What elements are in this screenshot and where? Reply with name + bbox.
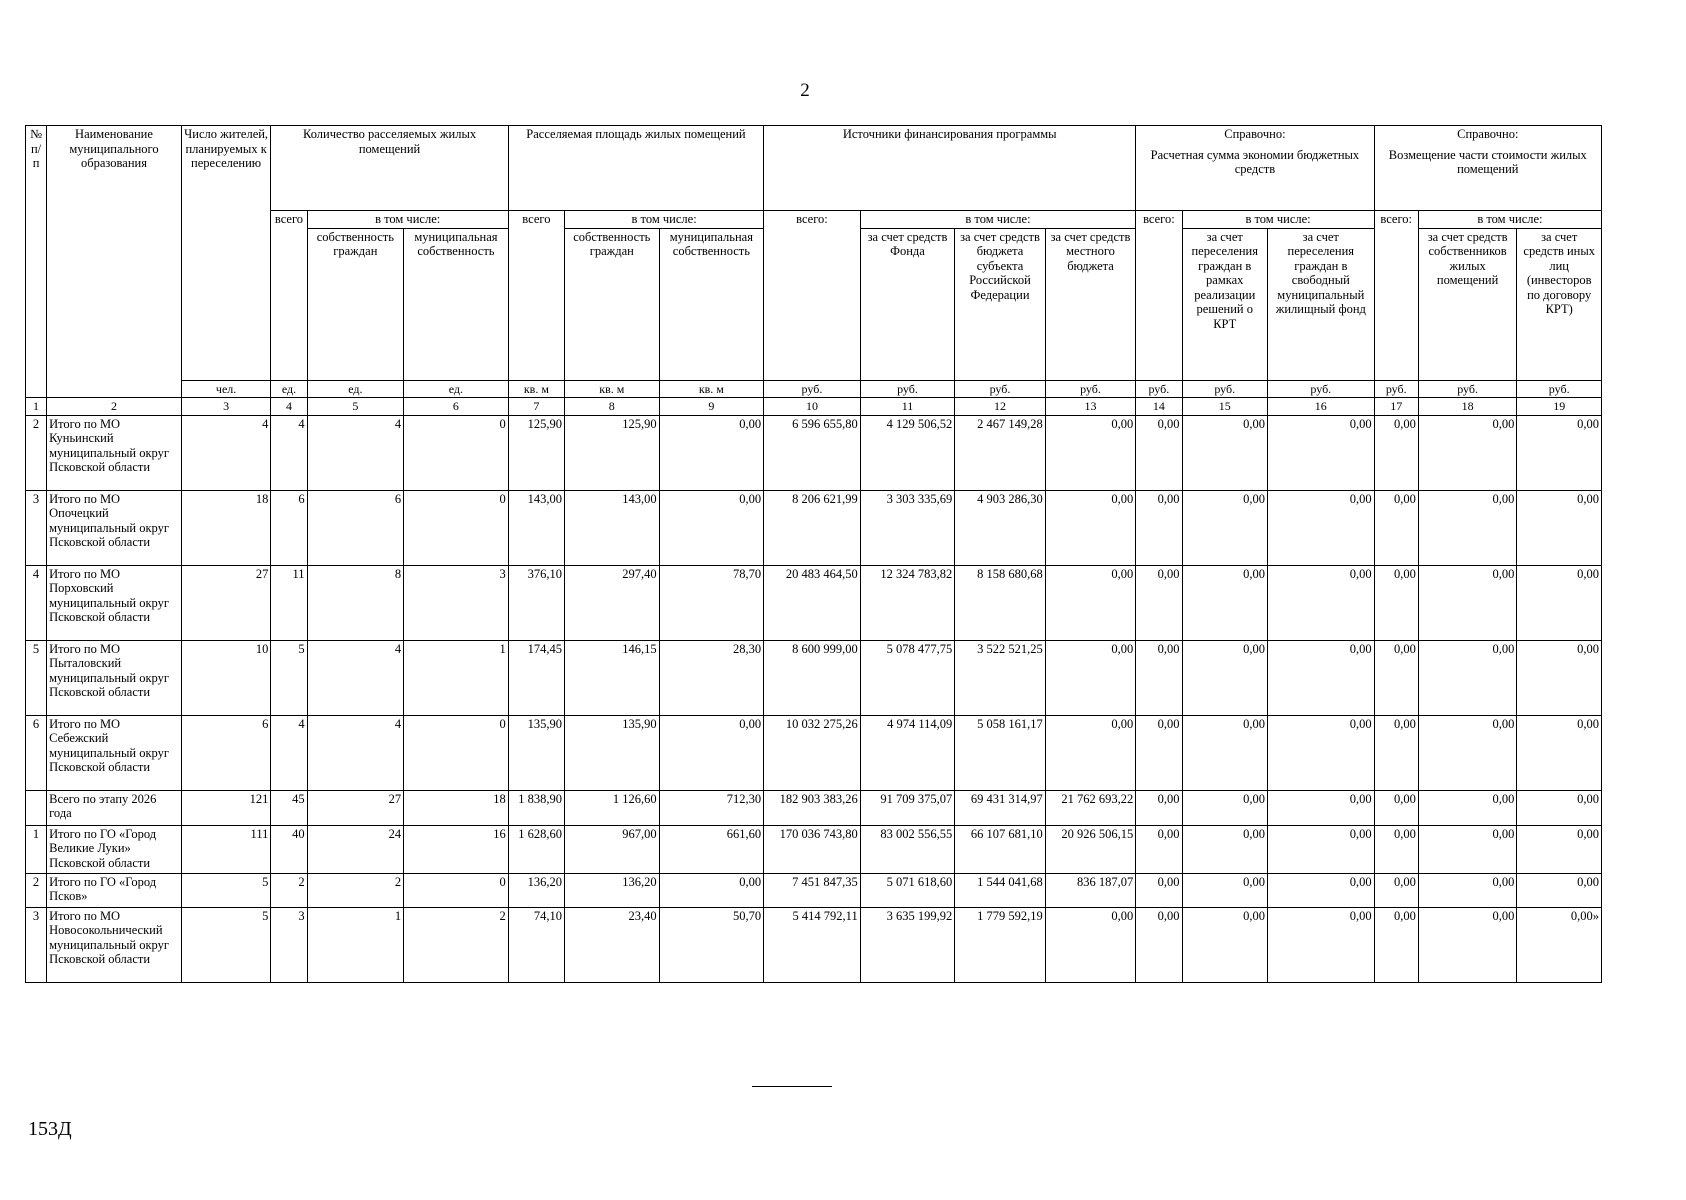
value-cell: 0,00 bbox=[1517, 415, 1602, 490]
value-cell: 8 bbox=[307, 565, 404, 640]
value-cell: 3 522 521,25 bbox=[955, 640, 1046, 715]
value-cell: 2 bbox=[307, 873, 404, 907]
unit-cell: руб. bbox=[1045, 380, 1136, 398]
municipality-name: Всего по этапу 2026 года bbox=[47, 790, 182, 825]
value-cell: 0,00 bbox=[1136, 490, 1182, 565]
column-number-cell: 4 bbox=[271, 398, 307, 416]
unit-cell: ед. bbox=[404, 380, 509, 398]
value-cell: 78,70 bbox=[659, 565, 764, 640]
value-cell: 0,00 bbox=[1045, 565, 1136, 640]
header-economy-sub: Расчетная сумма экономии бюджетных средств bbox=[1150, 147, 1360, 176]
value-cell: 0,00 bbox=[1418, 825, 1517, 873]
value-cell: 11 bbox=[271, 565, 307, 640]
unit-cell: руб. bbox=[1517, 380, 1602, 398]
value-cell: 5 414 792,11 bbox=[764, 907, 861, 982]
header-num: № п/п bbox=[26, 126, 47, 398]
value-cell: 5 071 618,60 bbox=[860, 873, 955, 907]
value-cell: 5 bbox=[181, 907, 271, 982]
header-sources-incl: в том числе: bbox=[860, 211, 1136, 229]
value-cell: 0,00 bbox=[1136, 415, 1182, 490]
value-cell: 376,10 bbox=[508, 565, 564, 640]
value-cell: 4 bbox=[307, 415, 404, 490]
value-cell: 0 bbox=[404, 415, 509, 490]
value-cell: 111 bbox=[181, 825, 271, 873]
unit-cell: руб. bbox=[1182, 380, 1267, 398]
value-cell: 0,00 bbox=[1182, 873, 1267, 907]
value-cell: 69 431 314,97 bbox=[955, 790, 1046, 825]
value-cell: 0,00» bbox=[1517, 907, 1602, 982]
value-cell: 0,00 bbox=[1374, 873, 1418, 907]
value-cell: 83 002 556,55 bbox=[860, 825, 955, 873]
value-cell: 7 451 847,35 bbox=[764, 873, 861, 907]
value-cell: 0,00 bbox=[1045, 907, 1136, 982]
row-number: 4 bbox=[26, 565, 47, 640]
value-cell: 4 bbox=[271, 415, 307, 490]
value-cell: 0,00 bbox=[1418, 790, 1517, 825]
value-cell: 712,30 bbox=[659, 790, 764, 825]
value-cell: 125,90 bbox=[565, 415, 660, 490]
value-cell: 28,30 bbox=[659, 640, 764, 715]
table-row bbox=[26, 790, 1602, 825]
row-number: 6 bbox=[26, 715, 47, 790]
value-cell: 6 bbox=[271, 490, 307, 565]
header-area: Расселяемая площадь жилых помещений bbox=[508, 126, 763, 211]
table-body bbox=[26, 415, 1602, 982]
value-cell: 0,00 bbox=[1517, 825, 1602, 873]
value-cell: 0 bbox=[404, 715, 509, 790]
value-cell: 0,00 bbox=[1136, 790, 1182, 825]
value-cell: 8 600 999,00 bbox=[764, 640, 861, 715]
unit-cell: кв. м bbox=[508, 380, 564, 398]
value-cell: 0,00 bbox=[1374, 415, 1418, 490]
value-cell: 0 bbox=[404, 873, 509, 907]
value-cell: 20 483 464,50 bbox=[764, 565, 861, 640]
row-number: 2 bbox=[26, 415, 47, 490]
value-cell: 0,00 bbox=[1418, 415, 1517, 490]
column-number-cell: 6 bbox=[404, 398, 509, 416]
unit-cell: руб. bbox=[1418, 380, 1517, 398]
value-cell: 18 bbox=[404, 790, 509, 825]
unit-cell: кв. м bbox=[659, 380, 764, 398]
municipality-name: Итого по МО Себежский муниципальный округ Псковской области bbox=[47, 715, 182, 790]
value-cell: 6 596 655,80 bbox=[764, 415, 861, 490]
document-code: 153Д bbox=[28, 1118, 72, 1140]
unit-cell: кв. м bbox=[565, 380, 660, 398]
header-econ-incl: в том числе: bbox=[1182, 211, 1374, 229]
value-cell: 0,00 bbox=[1136, 825, 1182, 873]
header-qty-owners: собственность граждан bbox=[307, 228, 404, 380]
header-row-1 bbox=[26, 126, 1602, 211]
column-number-cell: 1 bbox=[26, 398, 47, 416]
value-cell: 4 129 506,52 bbox=[860, 415, 955, 490]
value-cell: 0,00 bbox=[1517, 565, 1602, 640]
value-cell: 2 467 149,28 bbox=[955, 415, 1046, 490]
value-cell: 0,00 bbox=[1136, 565, 1182, 640]
value-cell: 10 bbox=[181, 640, 271, 715]
column-number-cell: 12 bbox=[955, 398, 1046, 416]
header-name: Наименование муниципального образования bbox=[47, 126, 182, 398]
value-cell: 5 058 161,17 bbox=[955, 715, 1046, 790]
value-cell: 182 903 383,26 bbox=[764, 790, 861, 825]
unit-cell: руб. bbox=[955, 380, 1046, 398]
value-cell: 836 187,07 bbox=[1045, 873, 1136, 907]
header-subject-budget: за счет средств бюджета субъекта Российской Федерации bbox=[955, 228, 1046, 380]
value-cell: 135,90 bbox=[508, 715, 564, 790]
row-number: 3 bbox=[26, 490, 47, 565]
value-cell: 24 bbox=[307, 825, 404, 873]
header-free-fund: за счет переселения граждан в свободный муниципальный жилищный фонд bbox=[1267, 228, 1374, 380]
column-number-cell: 11 bbox=[860, 398, 955, 416]
header-other-persons: за счет средств иных лиц (инвесторов по договору КРТ) bbox=[1517, 228, 1602, 380]
value-cell: 0,00 bbox=[1267, 907, 1374, 982]
header-area-total: всего bbox=[508, 211, 564, 381]
column-number-cell: 5 bbox=[307, 398, 404, 416]
column-number-cell: 10 bbox=[764, 398, 861, 416]
header-quantity: Количество расселяемых жилых помещений bbox=[271, 126, 508, 211]
header-compensation bbox=[1374, 126, 1601, 211]
column-number-cell: 9 bbox=[659, 398, 764, 416]
value-cell: 2 bbox=[271, 873, 307, 907]
value-cell: 0,00 bbox=[1045, 715, 1136, 790]
value-cell: 0,00 bbox=[1517, 790, 1602, 825]
value-cell: 0,00 bbox=[1136, 907, 1182, 982]
value-cell: 136,20 bbox=[565, 873, 660, 907]
column-number-cell: 3 bbox=[181, 398, 271, 416]
value-cell: 0 bbox=[404, 490, 509, 565]
header-area-owners: собственность граждан bbox=[565, 228, 660, 380]
value-cell: 0,00 bbox=[1182, 790, 1267, 825]
value-cell: 4 bbox=[271, 715, 307, 790]
value-cell: 0,00 bbox=[1517, 715, 1602, 790]
header-sources: Источники финансирования программы bbox=[764, 126, 1136, 211]
municipality-name: Итого по ГО «Город Великие Луки» Псковской области bbox=[47, 825, 182, 873]
value-cell: 45 bbox=[271, 790, 307, 825]
page-number: 2 bbox=[800, 80, 810, 101]
column-number-cell: 17 bbox=[1374, 398, 1418, 416]
value-cell: 0,00 bbox=[1374, 640, 1418, 715]
table-row bbox=[26, 565, 1602, 640]
value-cell: 0,00 bbox=[1267, 415, 1374, 490]
header-compensation-title: Справочно: bbox=[1457, 127, 1519, 141]
value-cell: 0,00 bbox=[1182, 715, 1267, 790]
value-cell: 4 903 286,30 bbox=[955, 490, 1046, 565]
value-cell: 1 779 592,19 bbox=[955, 907, 1046, 982]
value-cell: 0,00 bbox=[1045, 640, 1136, 715]
value-cell: 0,00 bbox=[1418, 640, 1517, 715]
value-cell: 0,00 bbox=[1418, 490, 1517, 565]
value-cell: 0,00 bbox=[1182, 640, 1267, 715]
table-row bbox=[26, 825, 1602, 873]
row-number: 5 bbox=[26, 640, 47, 715]
value-cell: 121 bbox=[181, 790, 271, 825]
value-cell: 0,00 bbox=[1136, 640, 1182, 715]
column-number-cell: 13 bbox=[1045, 398, 1136, 416]
value-cell: 0,00 bbox=[1182, 415, 1267, 490]
value-cell: 16 bbox=[404, 825, 509, 873]
municipality-name: Итого по МО Порховский муниципальный округ Псковской области bbox=[47, 565, 182, 640]
value-cell: 23,40 bbox=[565, 907, 660, 982]
value-cell: 0,00 bbox=[1182, 907, 1267, 982]
value-cell: 0,00 bbox=[659, 415, 764, 490]
value-cell: 1 bbox=[404, 640, 509, 715]
value-cell: 12 324 783,82 bbox=[860, 565, 955, 640]
value-cell: 0,00 bbox=[1267, 825, 1374, 873]
municipality-name: Итого по МО Пыталовский муниципальный округ Псковской области bbox=[47, 640, 182, 715]
row-number bbox=[26, 790, 47, 825]
value-cell: 136,20 bbox=[508, 873, 564, 907]
value-cell: 6 bbox=[307, 490, 404, 565]
value-cell: 0,00 bbox=[1182, 490, 1267, 565]
header-krt: за счет переселения граждан в рамках реализации решений о КРТ bbox=[1182, 228, 1267, 380]
value-cell: 2 bbox=[404, 907, 509, 982]
municipality-name: Итого по ГО «Город Псков» bbox=[47, 873, 182, 907]
value-cell: 0,00 bbox=[1374, 907, 1418, 982]
unit-cell: чел. bbox=[181, 380, 271, 398]
value-cell: 0,00 bbox=[1267, 565, 1374, 640]
unit-cell: руб. bbox=[1267, 380, 1374, 398]
value-cell: 10 032 275,26 bbox=[764, 715, 861, 790]
header-qty-total: всего bbox=[271, 211, 307, 381]
header-owners-funds: за счет средств собственников жилых помещений bbox=[1418, 228, 1517, 380]
value-cell: 5 bbox=[181, 873, 271, 907]
value-cell: 0,00 bbox=[1136, 873, 1182, 907]
value-cell: 135,90 bbox=[565, 715, 660, 790]
value-cell: 50,70 bbox=[659, 907, 764, 982]
value-cell: 143,00 bbox=[508, 490, 564, 565]
value-cell: 0,00 bbox=[1182, 565, 1267, 640]
value-cell: 0,00 bbox=[1517, 640, 1602, 715]
unit-cell: ед. bbox=[307, 380, 404, 398]
value-cell: 143,00 bbox=[565, 490, 660, 565]
value-cell: 170 036 743,80 bbox=[764, 825, 861, 873]
value-cell: 0,00 bbox=[1418, 565, 1517, 640]
value-cell: 0,00 bbox=[1267, 873, 1374, 907]
header-area-incl: в том числе: bbox=[565, 211, 764, 229]
header-sources-total: всего: bbox=[764, 211, 861, 381]
header-fund: за счет средств Фонда bbox=[860, 228, 955, 380]
value-cell: 0,00 bbox=[1374, 715, 1418, 790]
value-cell: 20 926 506,15 bbox=[1045, 825, 1136, 873]
value-cell: 27 bbox=[181, 565, 271, 640]
column-number-cell: 7 bbox=[508, 398, 564, 416]
column-number-cell: 19 bbox=[1517, 398, 1602, 416]
value-cell: 1 126,60 bbox=[565, 790, 660, 825]
value-cell: 1 838,90 bbox=[508, 790, 564, 825]
header-comp-incl: в том числе: bbox=[1418, 211, 1601, 229]
column-number-cell: 14 bbox=[1136, 398, 1182, 416]
row-number: 1 bbox=[26, 825, 47, 873]
value-cell: 967,00 bbox=[565, 825, 660, 873]
value-cell: 4 bbox=[181, 415, 271, 490]
column-number-cell: 18 bbox=[1418, 398, 1517, 416]
value-cell: 0,00 bbox=[1418, 873, 1517, 907]
value-cell: 0,00 bbox=[659, 490, 764, 565]
value-cell: 0,00 bbox=[1374, 790, 1418, 825]
units-row bbox=[26, 380, 1602, 398]
header-qty-incl: в том числе: bbox=[307, 211, 508, 229]
value-cell: 0,00 bbox=[1267, 640, 1374, 715]
value-cell: 8 158 680,68 bbox=[955, 565, 1046, 640]
column-numbers-row bbox=[26, 398, 1602, 416]
value-cell: 0,00 bbox=[1374, 825, 1418, 873]
table-row bbox=[26, 415, 1602, 490]
value-cell: 0,00 bbox=[1374, 490, 1418, 565]
unit-cell: руб. bbox=[860, 380, 955, 398]
value-cell: 1 628,60 bbox=[508, 825, 564, 873]
value-cell: 3 bbox=[404, 565, 509, 640]
header-economy-title: Справочно: bbox=[1224, 127, 1286, 141]
municipality-name: Итого по МО Новосокольнический муниципальный округ Псковской области bbox=[47, 907, 182, 982]
value-cell: 0,00 bbox=[1267, 715, 1374, 790]
value-cell: 0,00 bbox=[1267, 790, 1374, 825]
unit-cell: ед. bbox=[271, 380, 307, 398]
value-cell: 3 bbox=[271, 907, 307, 982]
value-cell: 0,00 bbox=[1136, 715, 1182, 790]
value-cell: 297,40 bbox=[565, 565, 660, 640]
value-cell: 0,00 bbox=[659, 873, 764, 907]
row-number: 2 bbox=[26, 873, 47, 907]
bottom-rule bbox=[752, 1086, 832, 1087]
value-cell: 0,00 bbox=[1045, 415, 1136, 490]
municipality-name: Итого по МО Куньинский муниципальный округ Псковской области bbox=[47, 415, 182, 490]
value-cell: 74,10 bbox=[508, 907, 564, 982]
table-row bbox=[26, 640, 1602, 715]
value-cell: 8 206 621,99 bbox=[764, 490, 861, 565]
value-cell: 27 bbox=[307, 790, 404, 825]
header-comp-total: всего: bbox=[1374, 211, 1418, 381]
value-cell: 0,00 bbox=[1517, 490, 1602, 565]
table-row bbox=[26, 490, 1602, 565]
value-cell: 125,90 bbox=[508, 415, 564, 490]
row-number: 3 bbox=[26, 907, 47, 982]
value-cell: 5 078 477,75 bbox=[860, 640, 955, 715]
municipality-name: Итого по МО Опочецкий муниципальный округ Псковской области bbox=[47, 490, 182, 565]
table-row bbox=[26, 907, 1602, 982]
resettlement-table bbox=[25, 125, 1602, 983]
value-cell: 1 544 041,68 bbox=[955, 873, 1046, 907]
table-row bbox=[26, 873, 1602, 907]
header-residents: Число жителей, планируемых к переселению bbox=[181, 126, 271, 381]
column-number-cell: 8 bbox=[565, 398, 660, 416]
header-econ-total: всего: bbox=[1136, 211, 1182, 381]
value-cell: 21 762 693,22 bbox=[1045, 790, 1136, 825]
value-cell: 0,00 bbox=[1418, 715, 1517, 790]
header-economy bbox=[1136, 126, 1374, 211]
value-cell: 0,00 bbox=[1182, 825, 1267, 873]
column-number-cell: 15 bbox=[1182, 398, 1267, 416]
value-cell: 40 bbox=[271, 825, 307, 873]
header-qty-municipal: муниципальная собственность bbox=[404, 228, 509, 380]
value-cell: 5 bbox=[271, 640, 307, 715]
header-area-municipal: муниципальная собственность bbox=[659, 228, 764, 380]
value-cell: 1 bbox=[307, 907, 404, 982]
value-cell: 0,00 bbox=[1045, 490, 1136, 565]
table-row bbox=[26, 715, 1602, 790]
unit-cell: руб. bbox=[1136, 380, 1182, 398]
value-cell: 18 bbox=[181, 490, 271, 565]
value-cell: 0,00 bbox=[1418, 907, 1517, 982]
value-cell: 4 974 114,09 bbox=[860, 715, 955, 790]
value-cell: 6 bbox=[181, 715, 271, 790]
value-cell: 91 709 375,07 bbox=[860, 790, 955, 825]
value-cell: 4 bbox=[307, 715, 404, 790]
value-cell: 4 bbox=[307, 640, 404, 715]
unit-cell: руб. bbox=[1374, 380, 1418, 398]
value-cell: 3 635 199,92 bbox=[860, 907, 955, 982]
value-cell: 146,15 bbox=[565, 640, 660, 715]
header-compensation-sub: Возмещение части стоимости жилых помещений bbox=[1388, 147, 1587, 176]
value-cell: 174,45 bbox=[508, 640, 564, 715]
column-number-cell: 16 bbox=[1267, 398, 1374, 416]
value-cell: 3 303 335,69 bbox=[860, 490, 955, 565]
value-cell: 0,00 bbox=[1374, 565, 1418, 640]
value-cell: 0,00 bbox=[1267, 490, 1374, 565]
column-number-cell: 2 bbox=[47, 398, 182, 416]
value-cell: 0,00 bbox=[659, 715, 764, 790]
unit-cell: руб. bbox=[764, 380, 861, 398]
value-cell: 0,00 bbox=[1517, 873, 1602, 907]
value-cell: 66 107 681,10 bbox=[955, 825, 1046, 873]
header-local-budget: за счет средств местного бюджета bbox=[1045, 228, 1136, 380]
value-cell: 661,60 bbox=[659, 825, 764, 873]
